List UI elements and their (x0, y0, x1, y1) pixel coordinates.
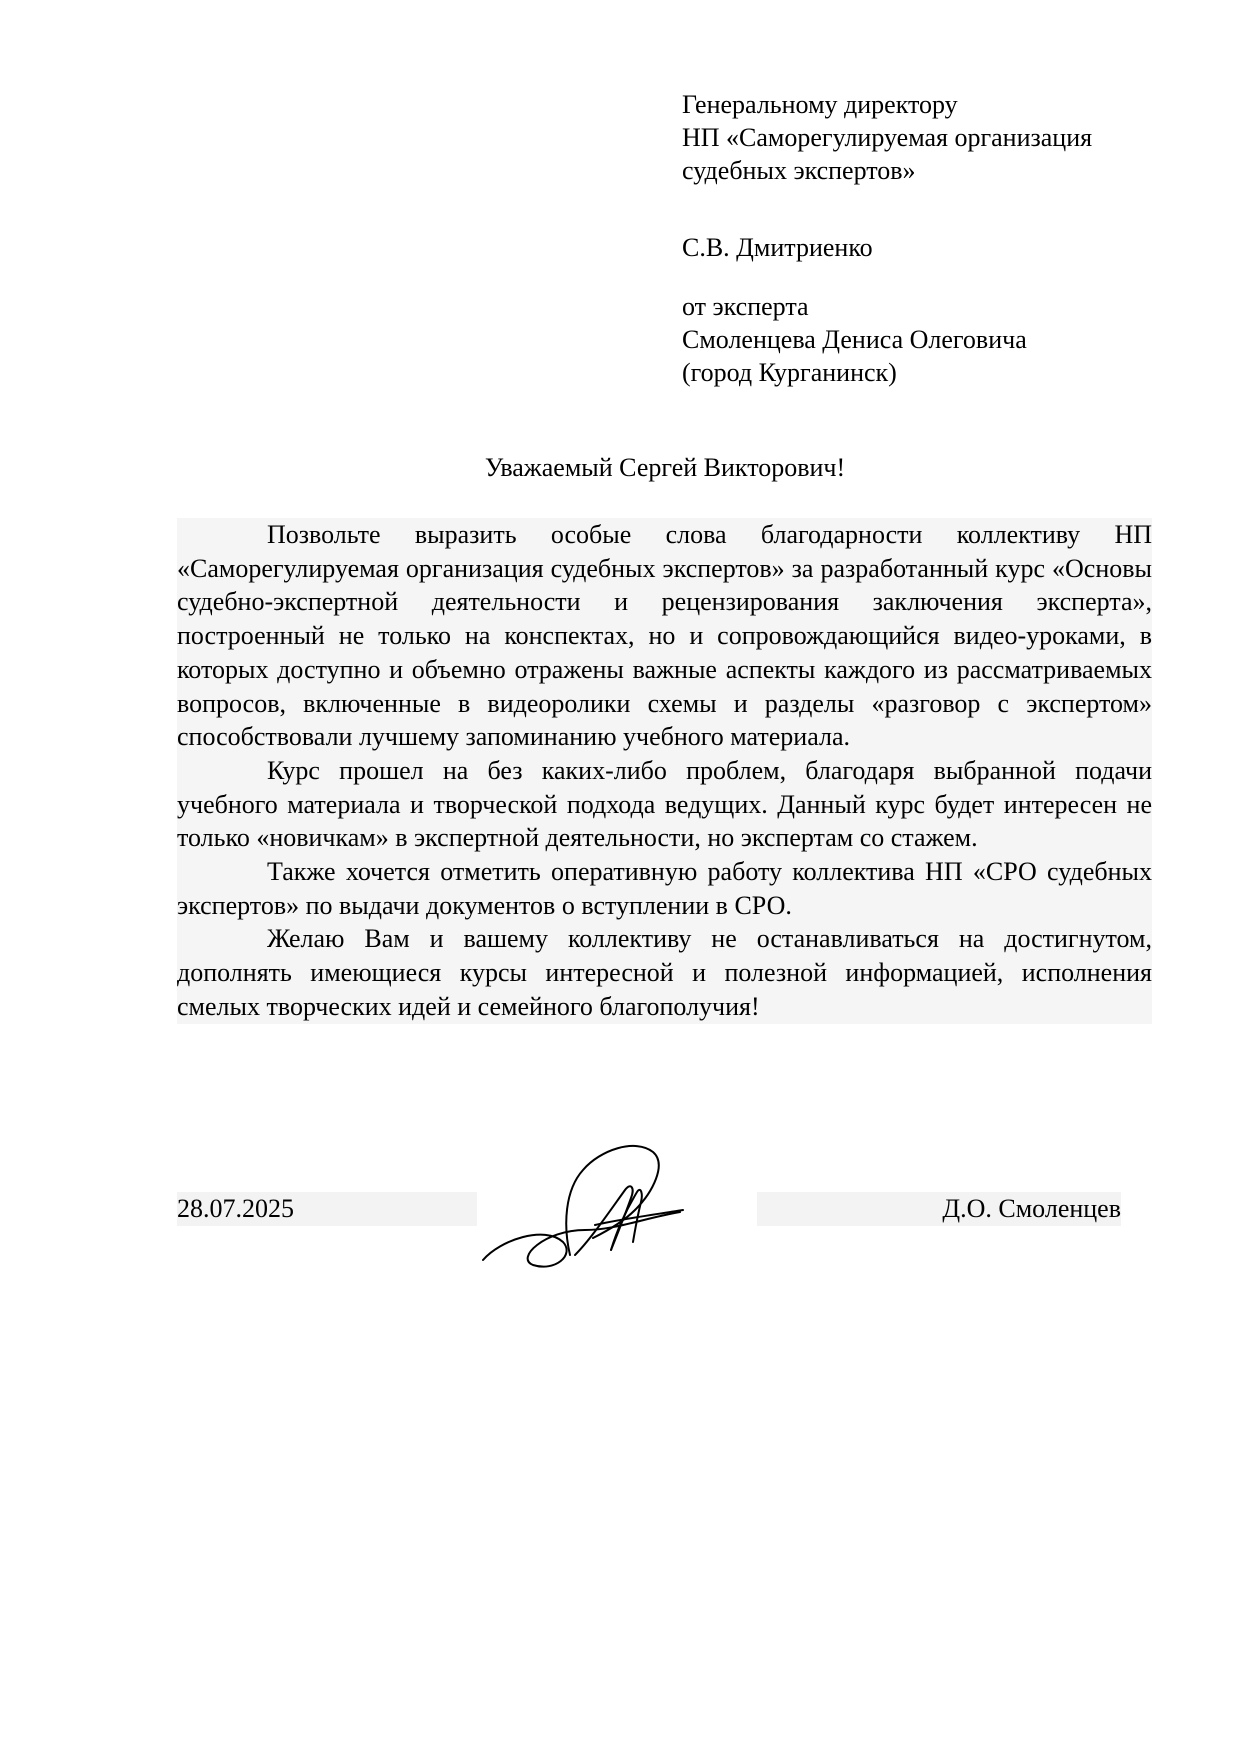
addressee-organization-cont: судебных экспертов» (682, 156, 916, 185)
paragraph-wishes: Желаю Вам и вашему коллективу не останавливаться на достигнутом, дополнять имеющиеся курсы интересной и полезной информацией, исполнения смелых творческих идей и семейного благополучия! (177, 922, 1152, 1023)
paragraph-documents: Также хочется отметить оперативную работу коллектива НП «СРО судебных экспертов» по выдачи документов о вступлении в СРО. (177, 855, 1152, 922)
addressee-organization: НП «Саморегулируемая организация (682, 123, 1093, 152)
salutation (0, 451, 1240, 484)
paragraph-course: Курс прошел на без каких-либо проблем, благодаря выбранной подачи учебного материала и творческой подхода ведущих. Данный курс будет интересен не только «новичкам» в экспертной деятельности, но экспертам со стажем. (177, 754, 1152, 855)
sender-name: Смоленцева Дениса Олеговича (682, 325, 1027, 354)
letter-body (177, 518, 1152, 1024)
sender-label: от эксперта (682, 292, 809, 321)
addressee-director-name: С.В. Дмитриенко (682, 233, 873, 262)
letter-date: 28.07.2025 (177, 1192, 477, 1226)
paragraph-gratitude: Позвольте выразить особые слова благодарности коллективу НП «Саморегулируемая организация судебных экспертов» за разработанный курс «Основы судебно-экспертной деятельности и рецензирования заключения эксперта», построенный не только на конспектах, но и сопровождающийся видео-уроками, в которых доступно и объемно отражены важные аспекты каждого из рассматриваемых вопросов, включенные в видеоролики схемы и разделы «разговор с экспертом» способствовали лучшему запоминанию учебного материала. (177, 518, 1152, 754)
sender-city: (город Курганинск) (682, 358, 897, 387)
addressee-block (682, 88, 1202, 389)
salutation-text: Уважаемый Сергей Викторович! (484, 453, 846, 482)
handwritten-signature (475, 1130, 735, 1285)
signer-name: Д.О. Смоленцев (757, 1192, 1121, 1226)
addressee-title: Генеральному директору (682, 90, 958, 119)
